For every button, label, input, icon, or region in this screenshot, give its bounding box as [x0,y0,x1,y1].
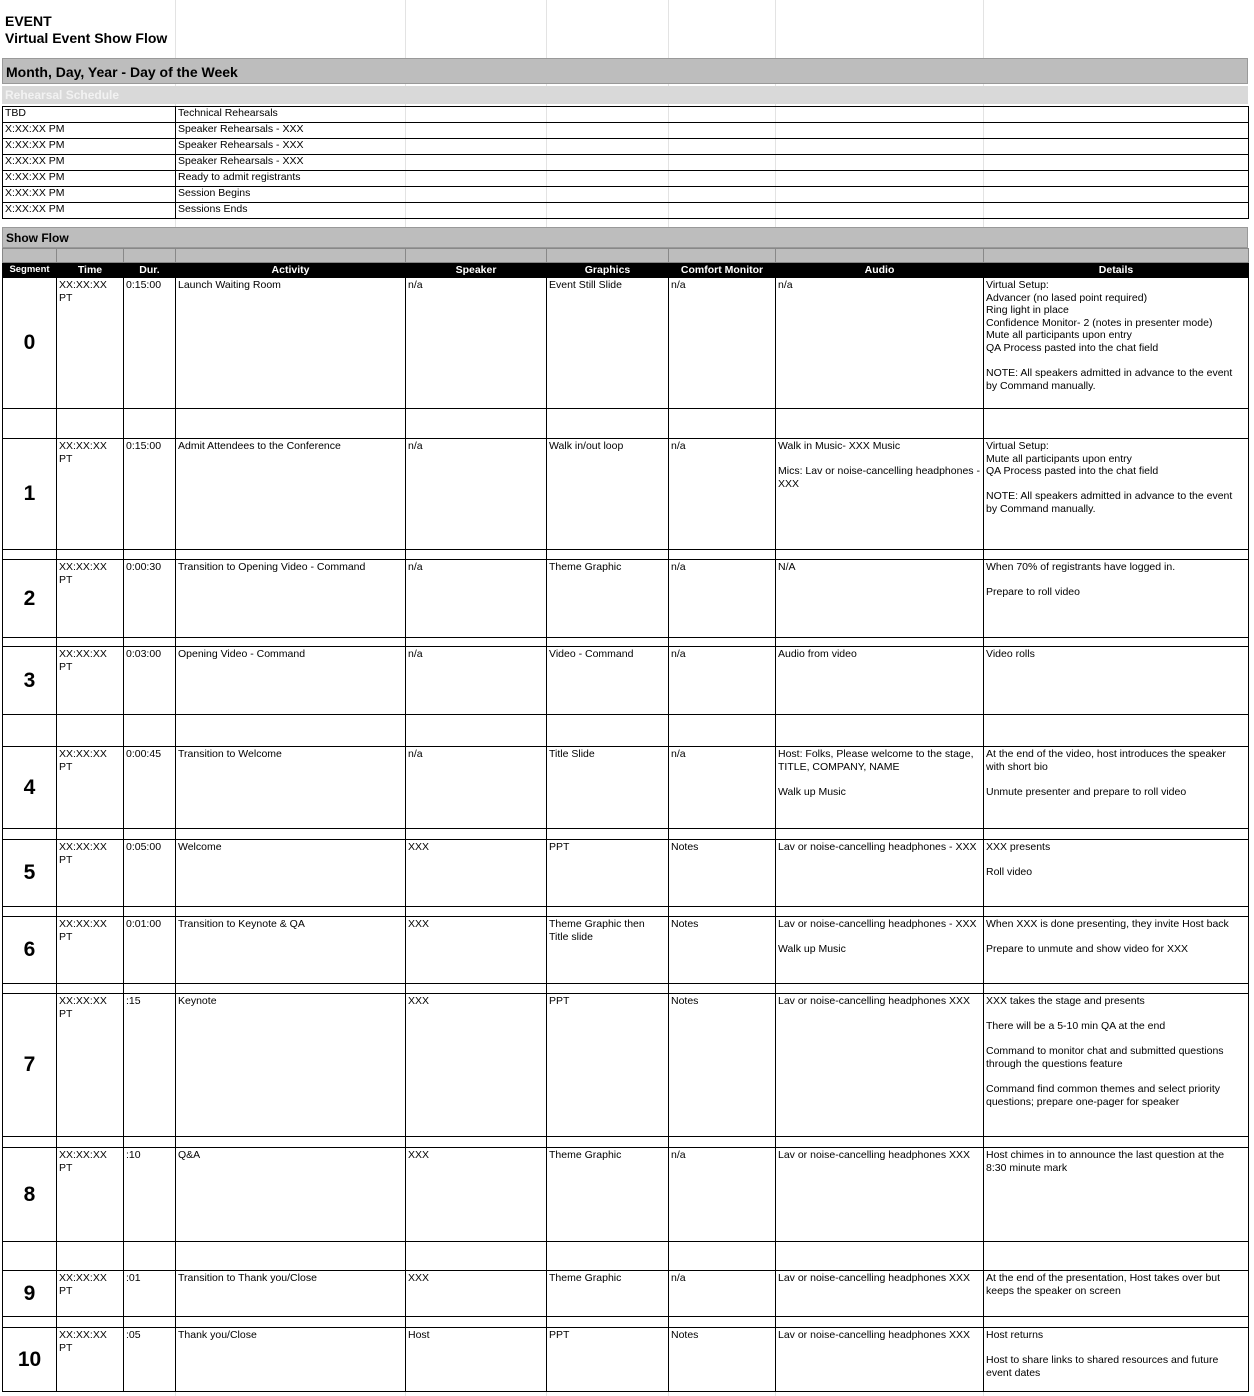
rehearsal-row [3,203,1249,219]
segment-activity: Keynote [176,994,406,1137]
segment-comfort-monitor: n/a [669,278,776,409]
header-graphics: Graphics [547,263,669,278]
segment-comfort-monitor: n/a [669,439,776,550]
rehearsal-item: Speaker Rehearsals - XXX [176,123,1249,139]
spacer-cell [984,1137,1249,1148]
segment-graphics: PPT [547,1328,669,1392]
segment-activity: Transition to Thank you/Close [176,1271,406,1317]
segment-details: At the end of the video, host introduces the speaker with short bio Unmute presenter and prepare to roll video [984,747,1249,829]
segment-number: 2 [3,560,57,638]
spacer-cell [176,1137,406,1148]
segment-time: XX:XX:XX PT [57,994,124,1137]
spacer-row [3,1317,1249,1328]
segment-time: XX:XX:XX PT [57,1328,124,1392]
spacer-cell [984,550,1249,560]
segment-details: At the end of the presentation, Host takes over but keeps the speaker on screen [984,1271,1249,1317]
spacer-cell [176,1242,406,1271]
spacer-cell [669,409,776,439]
segment-time: XX:XX:XX PT [57,647,124,715]
segment-duration: :15 [124,994,176,1137]
segment-audio: Lav or noise-cancelling headphones - XXX [776,840,984,907]
spacer-row [3,829,1249,840]
segment-number: 8 [3,1148,57,1242]
segment-speaker: n/a [406,278,547,409]
segment-graphics: Event Still Slide [547,278,669,409]
show-flow-label: Show Flow [6,231,69,245]
segment-duration: :01 [124,1271,176,1317]
segment-activity: Transition to Welcome [176,747,406,829]
spacer-cell [776,638,984,647]
segment-row [3,647,1249,715]
segment-duration: :05 [124,1328,176,1392]
segment-audio: Lav or noise-cancelling headphones XXX [776,1148,984,1242]
segment-details: Host chimes in to announce the last question at the 8:30 minute mark [984,1148,1249,1242]
spacer-cell [406,1137,547,1148]
segment-comfort-monitor: n/a [669,747,776,829]
segment-speaker: XXX [406,1148,547,1242]
segment-duration: :10 [124,1148,176,1242]
segment-duration: 0:15:00 [124,439,176,550]
spacer-row [3,409,1249,439]
segment-graphics: Theme Graphic then Title slide [547,917,669,984]
rehearsal-time: X:XX:XX PM [3,155,176,171]
segment-time: XX:XX:XX PT [57,439,124,550]
spacer-cell [57,1242,124,1271]
spacer-cell [547,984,669,994]
segment-row [3,747,1249,829]
segment-details: Video rolls [984,647,1249,715]
segment-row [3,278,1249,409]
segment-comfort-monitor: n/a [669,560,776,638]
segment-row [3,1148,1249,1242]
segment-audio: Lav or noise-cancelling headphones XXX [776,1271,984,1317]
spacer-cell [776,1137,984,1148]
spacer-cell [124,907,176,917]
segment-activity: Q&A [176,1148,406,1242]
segment-audio: Audio from video [776,647,984,715]
spacer-cell [776,907,984,917]
segment-details: Virtual Setup: Mute all participants upon entry QA Process pasted into the chat field NOTE: All speakers admitted in advance to the event by Command manually. [984,439,1249,550]
rehearsal-time: TBD [3,107,176,123]
segment-graphics: PPT [547,840,669,907]
segment-audio: n/a [776,278,984,409]
spacer-cell [776,1317,984,1328]
segment-duration: 0:01:00 [124,917,176,984]
segment-comfort-monitor: Notes [669,994,776,1137]
rehearsal-item: Technical Rehearsals [176,107,1249,123]
spacer-cell [984,1317,1249,1328]
spacer-cell [3,1317,57,1328]
header-audio: Audio [776,263,984,278]
segment-activity: Admit Attendees to the Conference [176,439,406,550]
spacer-cell [776,1242,984,1271]
segment-audio: Walk in Music- XXX Music Mics: Lav or noise-cancelling headphones - XXX [776,439,984,550]
segment-number: 1 [3,439,57,550]
header-speaker: Speaker [406,263,547,278]
segment-audio: Lav or noise-cancelling headphones - XXX Walk up Music [776,917,984,984]
spacer-cell [547,638,669,647]
rehearsal-item: Session Begins [176,187,1249,203]
spacer-cell [669,715,776,747]
segment-speaker: XXX [406,840,547,907]
header-activity: Activity [176,263,406,278]
segment-graphics: Theme Graphic [547,560,669,638]
header-time: Time [57,263,124,278]
spacer-cell [984,638,1249,647]
spacer-cell [669,1137,776,1148]
segment-number: 0 [3,278,57,409]
spacer-cell [406,984,547,994]
segment-duration: 0:00:30 [124,560,176,638]
spacer-cell [3,715,57,747]
segment-comfort-monitor: n/a [669,1271,776,1317]
spacer-cell [3,907,57,917]
spacer-cell [3,409,57,439]
segment-number: 10 [3,1328,57,1392]
spacer-cell [984,984,1249,994]
rehearsal-row [3,171,1249,187]
segment-audio: Host: Folks, Please welcome to the stage, TITLE, COMPANY, NAME Walk up Music [776,747,984,829]
spacer-cell [57,1317,124,1328]
rehearsal-time: X:XX:XX PM [3,123,176,139]
rehearsal-time: X:XX:XX PM [3,187,176,203]
spacer-cell [3,829,57,840]
segment-number: 3 [3,647,57,715]
spacer-cell [776,409,984,439]
spacer-cell [669,1242,776,1271]
segment-time: XX:XX:XX PT [57,917,124,984]
spacer-cell [984,829,1249,840]
spacer-cell [776,550,984,560]
spacer-cell [406,907,547,917]
spacer-cell [406,638,547,647]
spacer-cell [984,907,1249,917]
rehearsal-row [3,123,1249,139]
subheader-row [3,249,1249,263]
segment-number: 6 [3,917,57,984]
rehearsal-label: Rehearsal Schedule [5,88,120,102]
rehearsal-band [2,86,1248,104]
spacer-cell [57,1137,124,1148]
spacer-cell [3,1242,57,1271]
spacer-cell [984,715,1249,747]
spacer-cell [669,638,776,647]
spacer-row [3,550,1249,560]
segment-row [3,1271,1249,1317]
rehearsal-time: X:XX:XX PM [3,203,176,219]
spacer-cell [57,715,124,747]
spacer-cell [57,984,124,994]
segment-activity: Thank you/Close [176,1328,406,1392]
spacer-row [3,1137,1249,1148]
segment-time: XX:XX:XX PT [57,560,124,638]
segment-duration: 0:03:00 [124,647,176,715]
segment-activity: Transition to Keynote & QA [176,917,406,984]
spacer-cell [57,550,124,560]
segment-activity: Transition to Opening Video - Command [176,560,406,638]
spacer-cell [176,715,406,747]
segment-duration: 0:00:45 [124,747,176,829]
spacer-cell [3,1137,57,1148]
rehearsal-row [3,187,1249,203]
spacer-cell [124,1317,176,1328]
segment-details: XXX takes the stage and presents There will be a 5-10 min QA at the end Command to monitor chat and submitted questions through the questions feature Command find common themes and select priority questions; prepare one-pager for speaker [984,994,1249,1137]
segment-duration: 0:15:00 [124,278,176,409]
segment-row [3,439,1249,550]
spacer-cell [406,1242,547,1271]
rehearsal-row [3,107,1249,123]
segment-graphics: Theme Graphic [547,1148,669,1242]
segment-row [3,917,1249,984]
spacer-cell [124,638,176,647]
spacer-cell [547,907,669,917]
segment-speaker: n/a [406,560,547,638]
spacer-cell [669,829,776,840]
rehearsal-row [3,139,1249,155]
spacer-cell [176,984,406,994]
segment-comfort-monitor: Notes [669,1328,776,1392]
segment-speaker: n/a [406,647,547,715]
spacer-cell [406,715,547,747]
rehearsal-time: X:XX:XX PM [3,171,176,187]
header-segment: Segment [3,263,57,278]
spacer-cell [547,1137,669,1148]
spacer-row [3,984,1249,994]
spacer-cell [669,907,776,917]
segment-comfort-monitor: Notes [669,917,776,984]
spacer-cell [547,1242,669,1271]
spacer-cell [124,715,176,747]
segment-audio: N/A [776,560,984,638]
segment-speaker: XXX [406,917,547,984]
spacer-cell [176,907,406,917]
segment-activity: Welcome [176,840,406,907]
date-band [2,58,1248,84]
spacer-cell [124,1137,176,1148]
segment-number: 7 [3,994,57,1137]
spacer-cell [669,550,776,560]
spacer-row [3,638,1249,647]
segment-details: When XXX is done presenting, they invite Host back Prepare to unmute and show video for XXX [984,917,1249,984]
segment-row [3,994,1249,1137]
header-duration: Dur. [124,263,176,278]
segment-time: XX:XX:XX PT [57,278,124,409]
segment-details: Host returns Host to share links to shared resources and future event dates [984,1328,1249,1392]
segment-details: When 70% of registrants have logged in. Prepare to roll video [984,560,1249,638]
segment-graphics: Walk in/out loop [547,439,669,550]
segment-row [3,560,1249,638]
spacer-cell [547,409,669,439]
spacer-cell [776,984,984,994]
header-details: Details [984,263,1249,278]
spacer-cell [57,907,124,917]
spacer-cell [984,409,1249,439]
spacer-cell [406,550,547,560]
event-label: EVENT [5,13,52,29]
segment-time: XX:XX:XX PT [57,840,124,907]
spacer-cell [776,829,984,840]
spacer-cell [776,715,984,747]
document-subtitle: Virtual Event Show Flow [5,30,168,46]
show-flow-table [2,248,1249,1392]
spacer-row [3,715,1249,747]
spacer-cell [547,1317,669,1328]
segment-speaker: Host [406,1328,547,1392]
spacer-cell [3,550,57,560]
header-comfort-monitor: Comfort Monitor [669,263,776,278]
segment-row [3,1328,1249,1392]
rehearsal-item: Sessions Ends [176,203,1249,219]
show-flow-band [2,227,1248,248]
segment-row [3,840,1249,907]
segment-speaker: XXX [406,1271,547,1317]
segment-comfort-monitor: Notes [669,840,776,907]
segment-duration: 0:05:00 [124,840,176,907]
spacer-row [3,907,1249,917]
segment-details: Virtual Setup: Advancer (no lased point required) Ring light in place Confidence Monitor- 2 (notes in presenter mode) Mute all participants upon entry QA Process pasted into the chat field NOTE: All speakers admitted in advance to the event by Command manually. [984,278,1249,409]
spacer-cell [124,984,176,994]
spacer-cell [3,638,57,647]
spacer-cell [176,1317,406,1328]
segment-comfort-monitor: n/a [669,1148,776,1242]
segment-graphics: Video - Command [547,647,669,715]
segment-number: 5 [3,840,57,907]
rehearsal-time: X:XX:XX PM [3,139,176,155]
spacer-cell [124,409,176,439]
segment-number: 9 [3,1271,57,1317]
rehearsal-table [2,106,1249,219]
segment-comfort-monitor: n/a [669,647,776,715]
segment-time: XX:XX:XX PT [57,747,124,829]
spacer-cell [176,829,406,840]
segment-details: XXX presents Roll video [984,840,1249,907]
spacer-cell [176,638,406,647]
segment-speaker: XXX [406,994,547,1137]
spacer-cell [547,829,669,840]
date-line: Month, Day, Year - Day of the Week [6,64,238,80]
spacer-cell [406,409,547,439]
spacer-cell [669,984,776,994]
rehearsal-item: Speaker Rehearsals - XXX [176,155,1249,171]
segment-activity: Launch Waiting Room [176,278,406,409]
spacer-cell [124,829,176,840]
spacer-row [3,1242,1249,1271]
spacer-cell [176,409,406,439]
segment-audio: Lav or noise-cancelling headphones XXX [776,994,984,1137]
segment-speaker: n/a [406,439,547,550]
spacer-cell [669,1317,776,1328]
segment-graphics: Title Slide [547,747,669,829]
spacer-cell [124,1242,176,1271]
header-row [3,263,1249,278]
rehearsal-item: Ready to admit registrants [176,171,1249,187]
spacer-cell [57,638,124,647]
segment-time: XX:XX:XX PT [57,1271,124,1317]
spacer-cell [406,1317,547,1328]
spacer-cell [176,550,406,560]
spacer-cell [547,550,669,560]
spacer-cell [547,715,669,747]
segment-speaker: n/a [406,747,547,829]
segment-number: 4 [3,747,57,829]
segment-audio: Lav or noise-cancelling headphones XXX [776,1328,984,1392]
spacer-cell [984,1242,1249,1271]
segment-graphics: PPT [547,994,669,1137]
spacer-cell [57,409,124,439]
rehearsal-row [3,155,1249,171]
rehearsal-item: Speaker Rehearsals - XXX [176,139,1249,155]
segment-time: XX:XX:XX PT [57,1148,124,1242]
spacer-cell [3,984,57,994]
segment-graphics: Theme Graphic [547,1271,669,1317]
spacer-cell [406,829,547,840]
segment-activity: Opening Video - Command [176,647,406,715]
spacer-cell [124,550,176,560]
spacer-cell [57,829,124,840]
